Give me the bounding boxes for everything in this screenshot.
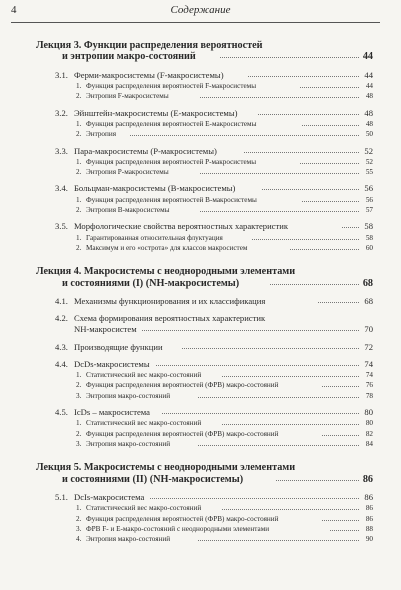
subsection-number: 3. — [76, 391, 82, 400]
dot-leader — [262, 189, 359, 190]
subsection-number: 2. — [76, 168, 82, 177]
toc-section[interactable] — [0, 342, 401, 353]
toc-section[interactable] — [0, 359, 401, 370]
subsection-title: Энтропия макро-состояний — [86, 391, 171, 400]
dot-leader — [322, 520, 359, 521]
section-title: Эйнштейн-макросистемы (E-макросистемы) — [74, 107, 238, 118]
subsection-title: Энтропия P-макросистемы — [86, 168, 169, 177]
dot-leader — [258, 114, 359, 115]
dot-leader — [150, 498, 359, 499]
subsection-title: Энтропия B-макросистемы — [86, 206, 170, 215]
dot-leader — [318, 302, 359, 303]
page-ref: 86 — [365, 514, 373, 523]
page-ref: 48 — [365, 119, 373, 128]
page-ref: 86 — [362, 473, 373, 485]
lecture-title: Лекция 5. Макросистемы с неоднородными элементами — [36, 462, 296, 474]
toc-subsection[interactable] — [0, 514, 401, 524]
toc-lecture-3[interactable] — [0, 40, 401, 51]
dot-leader — [162, 413, 359, 414]
toc-subsection[interactable] — [0, 195, 401, 205]
page-ref: 88 — [365, 525, 373, 534]
toc-section[interactable] — [0, 221, 401, 232]
toc-section[interactable] — [0, 70, 401, 81]
page-ref: 44 — [362, 51, 373, 63]
toc-section[interactable] — [0, 296, 401, 307]
toc-section[interactable] — [0, 108, 401, 119]
page-ref: 80 — [365, 419, 373, 428]
section-title: Производящие функции — [74, 341, 163, 352]
lecture-title: Лекция 4. Макросистемы с неоднородными элементами — [36, 266, 296, 278]
section-title-cont: NH-макросистем — [74, 324, 137, 335]
toc-subsection[interactable] — [0, 439, 401, 449]
toc-section[interactable] — [0, 313, 401, 324]
dot-leader — [222, 376, 359, 377]
section-number: 3.4. — [55, 183, 68, 194]
toc-lecture-4-cont[interactable] — [0, 278, 401, 290]
page-ref: 74 — [365, 370, 373, 379]
section-number: 4.4. — [55, 358, 68, 369]
subsection-number: 3. — [76, 525, 82, 534]
subsection-title: Энтропия F-макросистемы — [86, 92, 169, 101]
dot-leader — [252, 239, 359, 240]
subsection-title: Функция распределения вероятностей (ФРВ) макро-состояний — [86, 381, 279, 390]
subsection-title: Энтропия — [86, 130, 117, 139]
dot-leader — [198, 445, 359, 446]
subsection-title: Статистический вес макро-состояний — [86, 504, 202, 513]
subsection-title: Статистический вес макро-состояний — [86, 370, 202, 379]
page-ref: 58 — [364, 221, 373, 232]
subsection-title: Функция распределения вероятностей F-макросистемы — [86, 81, 257, 90]
toc-subsection[interactable] — [0, 81, 401, 91]
page-ref: 55 — [365, 168, 373, 177]
dot-leader — [156, 365, 359, 366]
dot-leader — [222, 424, 359, 425]
subsection-title: Гарантированная относительная флуктуация — [86, 233, 223, 242]
dot-leader — [322, 435, 359, 436]
lecture-title-cont: и энтропии макро-состояний — [62, 51, 196, 63]
toc-section[interactable] — [0, 146, 401, 157]
table-of-contents — [0, 40, 401, 545]
dot-leader — [198, 540, 359, 541]
page-ref: 90 — [365, 535, 373, 544]
toc-subsection[interactable] — [0, 205, 401, 215]
subsection-title: Функция распределения вероятностей (ФРВ) макро-состояний — [86, 429, 279, 438]
section-number: 4.1. — [55, 296, 68, 306]
toc-subsection[interactable] — [0, 233, 401, 243]
subsection-title: Функция распределения вероятностей E-макросистемы — [86, 119, 257, 128]
subsection-number: 2. — [76, 130, 82, 139]
page-ref: 56 — [364, 183, 373, 194]
lecture-title: Лекция 3. Функции распределения вероятностей — [36, 40, 263, 51]
dot-leader — [200, 97, 359, 98]
page-ref: 56 — [365, 195, 373, 204]
page-ref: 48 — [365, 92, 373, 101]
dot-leader — [290, 249, 359, 250]
subsection-title: Функция распределения вероятностей B-макросистемы — [86, 195, 257, 204]
dot-leader — [300, 87, 359, 88]
subsection-number: 2. — [76, 92, 82, 101]
toc-subsection[interactable] — [0, 418, 401, 428]
page-ref: 86 — [364, 492, 373, 503]
page-header — [0, 0, 401, 22]
running-title: Содержание — [170, 4, 231, 16]
subsection-title: Функция распределения вероятностей P-макросистемы — [86, 157, 257, 166]
lecture-title-cont: и состояниями (II) (NH-макросистемы) — [62, 473, 244, 485]
subsection-number: 1. — [76, 81, 82, 90]
toc-lecture-4[interactable] — [0, 266, 401, 277]
dot-leader — [200, 173, 359, 174]
dot-leader — [300, 163, 359, 164]
page-ref: 58 — [365, 233, 373, 242]
dot-leader — [220, 57, 359, 58]
section-number: 4.5. — [55, 407, 68, 418]
page-ref: 80 — [364, 407, 373, 418]
dot-leader — [142, 330, 359, 331]
page-ref: 44 — [365, 81, 373, 90]
toc-subsection[interactable] — [0, 129, 401, 139]
subsection-title: Статистический вес макро-состояний — [86, 419, 202, 428]
page-ref: 78 — [365, 391, 373, 400]
toc-subsection[interactable] — [0, 167, 401, 177]
section-number: 4.2. — [55, 313, 68, 324]
subsection-number: 3. — [76, 440, 82, 449]
subsection-title: Функция распределения вероятностей (ФРВ) макро-состояний — [86, 514, 279, 523]
dot-leader — [198, 397, 359, 398]
toc-subsection[interactable] — [0, 524, 401, 534]
subsection-number: 1. — [76, 504, 82, 513]
page-ref: 57 — [365, 206, 373, 215]
subsection-number: 2. — [76, 514, 82, 523]
dot-leader — [302, 201, 359, 202]
toc-section-cont[interactable] — [0, 324, 401, 335]
toc-lecture-5[interactable] — [0, 462, 401, 473]
subsection-title: Энтропия макро-состояний — [86, 440, 171, 449]
toc-subsection[interactable] — [0, 119, 401, 129]
toc-lecture-3-cont[interactable] — [0, 51, 401, 63]
toc-subsection[interactable] — [0, 157, 401, 167]
section-title: DcIs-макросистема — [74, 492, 145, 503]
subsection-number: 4. — [76, 535, 82, 544]
dot-leader — [130, 135, 359, 136]
subsection-number: 2. — [76, 244, 82, 253]
subsection-number: 1. — [76, 233, 82, 242]
toc-subsection[interactable] — [0, 243, 401, 253]
toc-section[interactable] — [0, 407, 401, 418]
dot-leader — [276, 480, 359, 481]
page-ref: 60 — [365, 244, 373, 253]
dot-leader — [222, 509, 359, 510]
section-title: DcDs-макросистемы — [74, 358, 150, 369]
toc-subsection[interactable] — [0, 380, 401, 390]
page-ref: 70 — [364, 324, 373, 335]
section-number: 5.1. — [55, 492, 68, 503]
subsection-title: Энтропия макро-состояний — [86, 535, 171, 544]
section-title: Пара-макросистемы (P-макросистемы) — [74, 145, 217, 156]
subsection-number: 1. — [76, 370, 82, 379]
section-number: 3.2. — [55, 107, 68, 118]
subsection-number: 1. — [76, 195, 82, 204]
subsection-title: Максимум и его «острота» для классов макросистем — [86, 244, 248, 253]
toc-section[interactable] — [0, 492, 401, 503]
toc-subsection[interactable] — [0, 534, 401, 544]
section-title: Механизмы функционирования и их классификация — [74, 296, 266, 306]
section-number: 3.1. — [55, 69, 68, 80]
dot-leader — [270, 284, 359, 285]
page-ref: 72 — [364, 341, 373, 352]
subsection-number: 2. — [76, 381, 82, 390]
dot-leader — [244, 152, 359, 153]
page-ref: 68 — [362, 277, 373, 289]
toc-subsection[interactable] — [0, 429, 401, 439]
lecture-title-cont: и состояниями (I) (NH-макросистемы) — [62, 277, 240, 289]
page-ref: 48 — [364, 107, 373, 118]
subsection-number: 1. — [76, 119, 82, 128]
section-number: 3.3. — [55, 145, 68, 156]
toc-subsection[interactable] — [0, 503, 401, 513]
dot-leader — [182, 348, 359, 349]
page-ref: 68 — [364, 296, 373, 306]
section-number: 4.3. — [55, 341, 68, 352]
toc-lecture-5-cont[interactable] — [0, 474, 401, 486]
dot-leader — [342, 227, 359, 228]
dot-leader — [200, 211, 359, 212]
subsection-title: ФРВ F- и E-макро-состояний с неоднородными элементами — [86, 525, 270, 534]
subsection-number: 1. — [76, 419, 82, 428]
section-title: Больцман-макросистемы (B-макросистемы) — [74, 183, 236, 194]
page-ref: 82 — [365, 429, 373, 438]
dot-leader — [302, 125, 359, 126]
page-ref: 44 — [364, 69, 373, 80]
dot-leader — [322, 386, 359, 387]
page-ref: 52 — [364, 145, 373, 156]
page-ref: 86 — [365, 504, 373, 513]
subsection-number: 2. — [76, 206, 82, 215]
header-rule — [11, 22, 380, 23]
toc-subsection[interactable] — [0, 370, 401, 380]
section-title: Ферми-макросистемы (F-макросистемы) — [74, 69, 224, 80]
toc-section[interactable] — [0, 183, 401, 194]
page-number: 4 — [11, 4, 17, 16]
subsection-number: 1. — [76, 157, 82, 166]
section-number: 3.5. — [55, 221, 68, 232]
section-title: Схема формирования вероятностных характеристик — [74, 313, 266, 324]
page-ref: 50 — [365, 130, 373, 139]
toc-subsection[interactable] — [0, 91, 401, 101]
page-ref: 74 — [364, 358, 373, 369]
toc-subsection[interactable] — [0, 391, 401, 401]
section-title: Морфологические свойства вероятностных характеристик — [74, 221, 289, 232]
page-ref: 52 — [365, 157, 373, 166]
page-ref: 76 — [365, 381, 373, 390]
section-title: IcDs – макросистема — [74, 407, 150, 418]
subsection-number: 2. — [76, 429, 82, 438]
dot-leader — [248, 76, 359, 77]
dot-leader — [330, 530, 359, 531]
page-ref: 84 — [365, 440, 373, 449]
